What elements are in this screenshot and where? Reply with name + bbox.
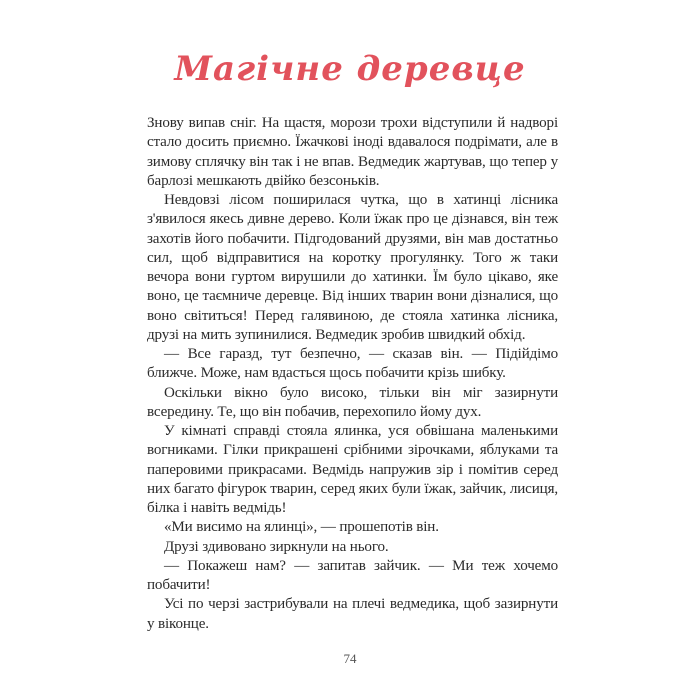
paragraph: У кімнаті справді стояла ялинка, уся обвішана маленькими вогниками. Гілки прикрашені срібними зірочками, яблуками та паперовими прикрасами. Ведмідь напружив зір і помітив серед них багато фігурок тварин, серед яких були їжак, зайчик, лисиця, білка і навіть ведмідь! [147, 423, 558, 516]
paragraph: Невдовзі лісом поширилася чутка, що в хатинці лісника з'явилося якесь дивне дерево. Коли їжак про це дізнався, він теж захотів його побачити. Підгодований друзями, він мав достатньо сил, щоб відправитися на коротку прогулянку. Того ж таки вечора вони гуртом вирушили до хатинки. Їм було цікаво, яке воно, це таємниче деревце. Від інших тварин вони дізналися, що воно світиться! Перед галявиною, де стояла хатинка лісника, друзі на мить зупинилися. Ведмедик зробив швидкий обхід. [147, 192, 558, 343]
paragraph: — Все гаразд, тут безпечно, — сказав він. — Підійдімо ближче. Може, нам вдасться щось побачити крізь шибку. [147, 346, 558, 382]
chapter-title: Магічне деревце [174, 49, 526, 89]
paragraph: — Покажеш нам? — запитав зайчик. — Ми теж хочемо побачити! [147, 557, 558, 593]
paragraph: Знову випав сніг. На щастя, морози трохи відступили й надворі стало досить приємно. Їжачкові іноді вдавалося подрімати, але в зимову сплячку він так і не впав. Ведмедик жартував, що тепер у барлозі мешкають двійко безсоньків. [147, 115, 558, 189]
page-number: 74 [343, 651, 357, 666]
body-text [147, 114, 558, 634]
paragraph: «Ми висимо на ялинці», — прошепотів він. [164, 519, 439, 536]
paragraph: Усі по черзі застрибували на плечі ведмедика, щоб зазирнути у віконце. [147, 596, 558, 632]
paragraph: Друзі здивовано зиркнули на нього. [164, 538, 389, 555]
paragraph: Оскільки вікно було високо, тільки він міг зазирнути всередину. Те, що він побачив, перехопило йому дух. [147, 384, 558, 420]
